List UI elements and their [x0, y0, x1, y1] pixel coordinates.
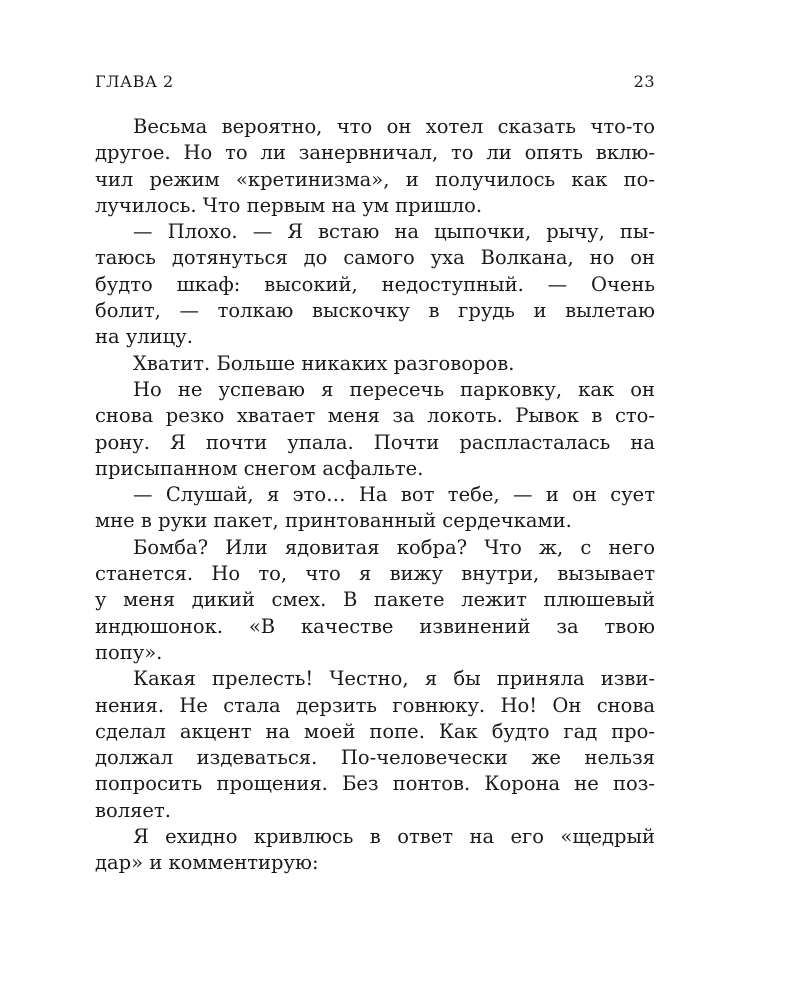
text-line: дар» и комментирую: [95, 851, 319, 875]
text-line: Весьма вероятно, что он хотел сказать что-то [133, 115, 655, 138]
text-line: лучилось. Что первым на ум пришло. [95, 193, 483, 217]
text-line: попросить прощения. Без понтов. Корона не поз- [95, 772, 655, 796]
text-line: Я ехидно кривлюсь в ответ на его «щедрый [133, 825, 655, 849]
text-line: попу». [95, 640, 163, 664]
text-line: снова резко хватает меня за локоть. Рывок в сто- [95, 404, 655, 428]
text-line: Хватит. Больше никаких разговоров. [133, 351, 515, 375]
page-number: 23 [633, 72, 655, 91]
running-header [95, 72, 655, 100]
text-line: должал издеваться. По-человечески же нельзя [95, 746, 655, 770]
text-line: присыпанном снегом асфальте. [95, 456, 424, 480]
text-line: чил режим «кретинизма», и получилось как по- [95, 167, 655, 191]
text-line: индюшонок. «В качестве извинений за твою [95, 614, 655, 638]
book-page [95, 72, 655, 877]
text-line: станется. Но то, что я вижу внутри, вызывает [95, 562, 655, 586]
body-text [95, 114, 655, 877]
text-line: другое. Но то ли занервничал, то ли опять вклю- [95, 141, 655, 165]
text-line: таюсь дотянуться до самого уха Волкана, но он [95, 246, 655, 270]
text-line: — Слушай, я это… На вот тебе, — и он сует [133, 483, 655, 507]
text-line: — Плохо. — Я встаю на цыпочки, рычу, пы- [133, 220, 655, 244]
text-line: воляет. [95, 798, 171, 822]
text-line: сделал акцент на моей попе. Как будто гад про- [95, 719, 655, 743]
text-line: на улицу. [95, 325, 193, 349]
chapter-title: ГЛАВА 2 [95, 72, 174, 91]
text-line: у меня дикий смех. В пакете лежит плюшевый [95, 588, 655, 612]
text-line: болит, — толкаю выскочку в грудь и вылетаю [95, 299, 655, 323]
text-line: нения. Не стала дерзить говнюку. Но! Он снова [95, 693, 655, 717]
text-line: Бомба? Или ядовитая кобра? Что ж, с него [133, 535, 655, 559]
text-line: рону. Я почти упала. Почти распласталась на [95, 430, 655, 454]
text-line: Какая прелесть! Честно, я бы приняла изви- [133, 667, 655, 691]
text-line: Но не успеваю я пересечь парковку, как он [133, 377, 655, 401]
text-line: будто шкаф: высокий, недоступный. — Очень [95, 272, 655, 296]
text-line: мне в руки пакет, принтованный сердечками. [95, 509, 572, 533]
